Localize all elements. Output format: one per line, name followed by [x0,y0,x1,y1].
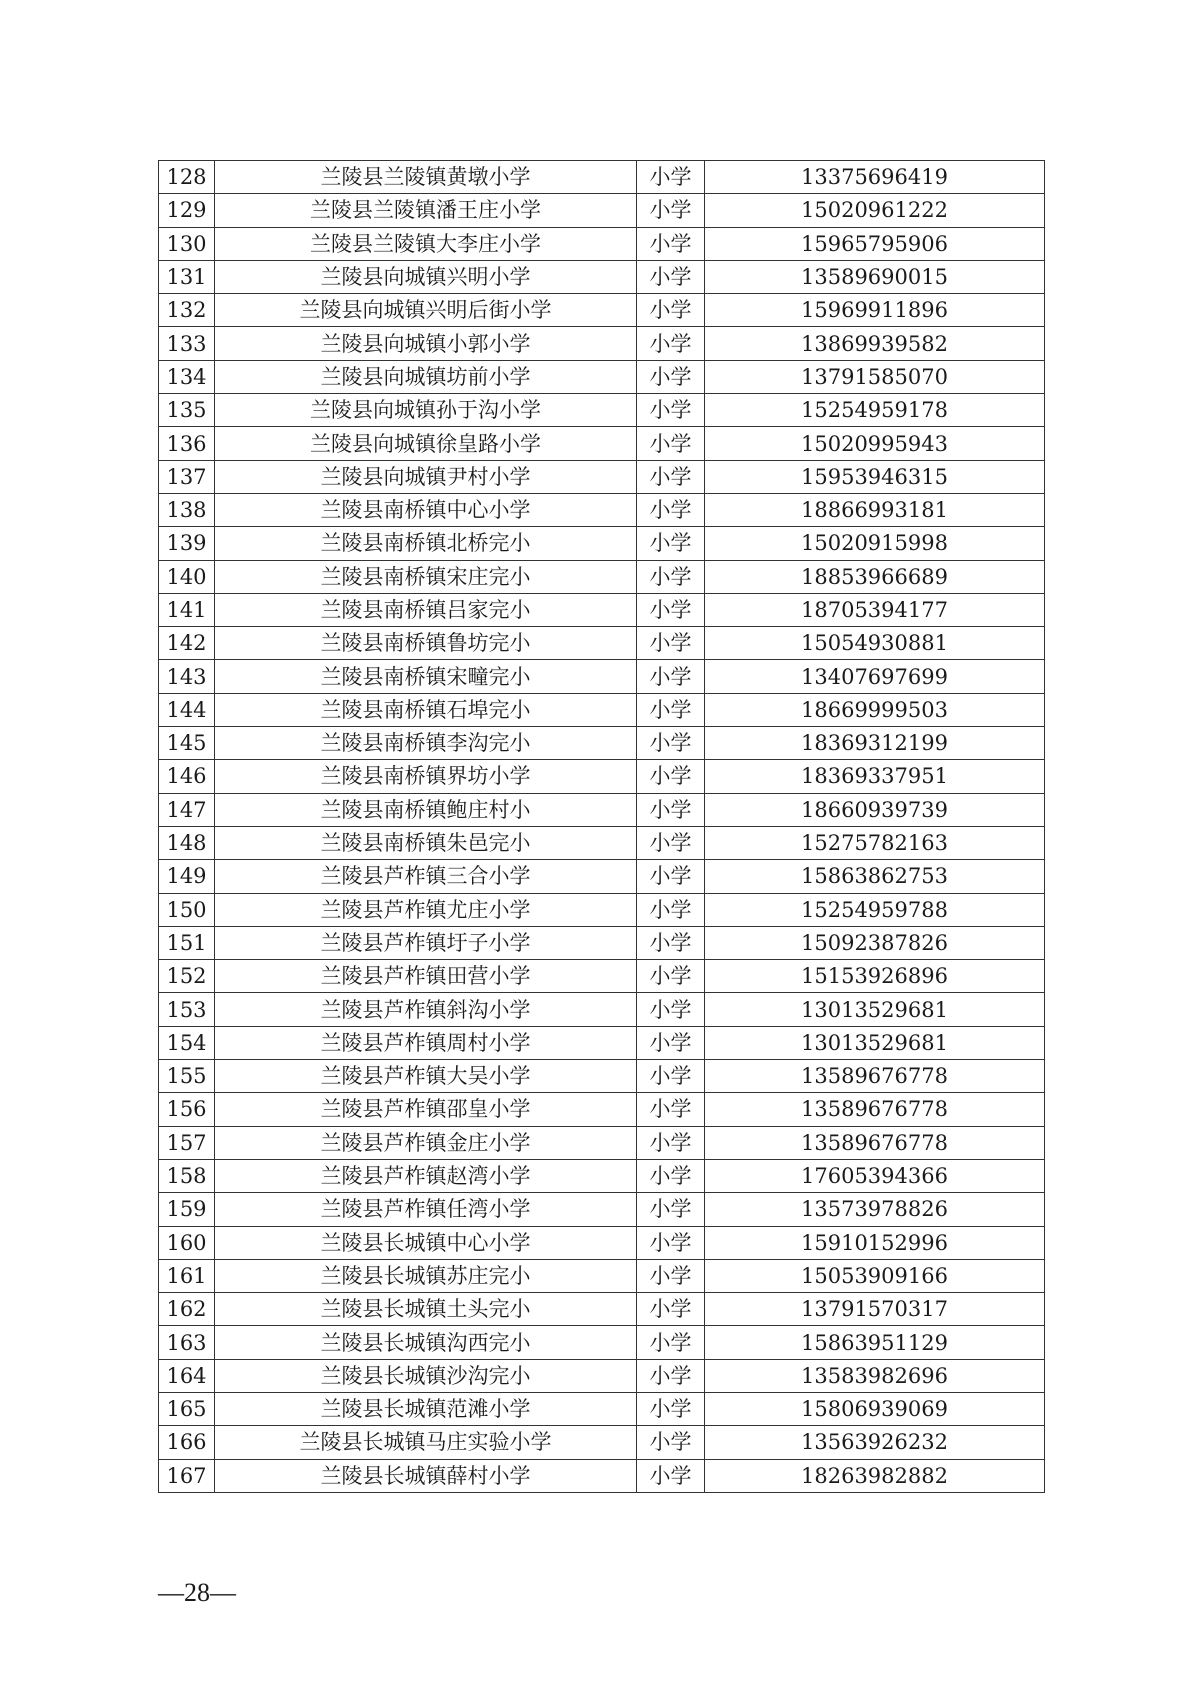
school-type-cell: 小学 [637,260,705,293]
row-number-cell: 164 [159,1359,215,1392]
table-row [159,1426,1045,1459]
school-type-cell: 小学 [637,1026,705,1059]
row-number-cell: 167 [159,1459,215,1492]
table-row [159,1259,1045,1292]
row-number-cell: 137 [159,460,215,493]
table-row [159,1392,1045,1425]
school-name-cell: 兰陵县芦柞镇尤庄小学 [215,893,637,926]
row-number-cell: 132 [159,294,215,327]
school-name-cell: 兰陵县长城镇苏庄完小 [215,1259,637,1292]
phone-number-cell: 15020961222 [705,194,1045,227]
table-row [159,1293,1045,1326]
table-row [159,960,1045,993]
school-type-cell: 小学 [637,194,705,227]
row-number-cell: 131 [159,260,215,293]
row-number-cell: 151 [159,926,215,959]
school-name-cell: 兰陵县向城镇小郭小学 [215,327,637,360]
school-type-cell: 小学 [637,1126,705,1159]
school-name-cell: 兰陵县兰陵镇大李庄小学 [215,227,637,260]
school-type-cell: 小学 [637,893,705,926]
phone-number-cell: 18263982882 [705,1459,1045,1492]
phone-number-cell: 15054930881 [705,627,1045,660]
school-name-cell: 兰陵县芦柞镇金庄小学 [215,1126,637,1159]
page-number: —28— [158,1578,236,1607]
school-name-cell: 兰陵县向城镇尹村小学 [215,460,637,493]
school-type-cell: 小学 [637,527,705,560]
school-name-cell: 兰陵县南桥镇宋庄完小 [215,560,637,593]
school-type-cell: 小学 [637,327,705,360]
phone-number-cell: 18853966689 [705,560,1045,593]
school-name-cell: 兰陵县芦柞镇周村小学 [215,1026,637,1059]
school-name-cell: 兰陵县芦柞镇任湾小学 [215,1193,637,1226]
phone-number-cell: 13791585070 [705,360,1045,393]
table-row [159,161,1045,194]
school-name-cell: 兰陵县芦柞镇赵湾小学 [215,1159,637,1192]
row-number-cell: 147 [159,793,215,826]
row-number-cell: 161 [159,1259,215,1292]
row-number-cell: 166 [159,1426,215,1459]
school-name-cell: 兰陵县向城镇徐皇路小学 [215,427,637,460]
school-type-cell: 小学 [637,727,705,760]
row-number-cell: 144 [159,693,215,726]
table-row [159,1093,1045,1126]
phone-number-cell: 17605394366 [705,1159,1045,1192]
school-type-cell: 小学 [637,993,705,1026]
school-type-cell: 小学 [637,360,705,393]
phone-number-cell: 18369337951 [705,760,1045,793]
row-number-cell: 158 [159,1159,215,1192]
school-name-cell: 兰陵县南桥镇朱邑完小 [215,826,637,859]
school-name-cell: 兰陵县向城镇兴明小学 [215,260,637,293]
table-row [159,926,1045,959]
row-number-cell: 157 [159,1126,215,1159]
table-row [159,826,1045,859]
phone-number-cell: 13589676778 [705,1126,1045,1159]
phone-number-cell: 13869939582 [705,327,1045,360]
table-row [159,693,1045,726]
phone-number-cell: 13407697699 [705,660,1045,693]
school-name-cell: 兰陵县南桥镇北桥完小 [215,527,637,560]
row-number-cell: 163 [159,1326,215,1359]
table-row [159,593,1045,626]
row-number-cell: 165 [159,1392,215,1425]
school-name-cell: 兰陵县芦柞镇邵皇小学 [215,1093,637,1126]
row-number-cell: 160 [159,1226,215,1259]
table-row [159,793,1045,826]
phone-number-cell: 15965795906 [705,227,1045,260]
school-type-cell: 小学 [637,460,705,493]
row-number-cell: 136 [159,427,215,460]
table-row [159,360,1045,393]
phone-number-cell: 18660939739 [705,793,1045,826]
school-type-cell: 小学 [637,1060,705,1093]
school-type-cell: 小学 [637,627,705,660]
school-name-cell: 兰陵县长城镇马庄实验小学 [215,1426,637,1459]
school-type-cell: 小学 [637,1159,705,1192]
phone-number-cell: 13013529681 [705,1026,1045,1059]
table-row [159,760,1045,793]
table-row [159,1326,1045,1359]
school-name-cell: 兰陵县南桥镇界坊小学 [215,760,637,793]
table-row [159,1026,1045,1059]
school-type-cell: 小学 [637,826,705,859]
phone-number-cell: 13375696419 [705,161,1045,194]
school-name-cell: 兰陵县芦柞镇斜沟小学 [215,993,637,1026]
table-row [159,394,1045,427]
table-row [159,527,1045,560]
table-row [159,660,1045,693]
row-number-cell: 141 [159,593,215,626]
school-contact-table [158,160,1045,1493]
school-type-cell: 小学 [637,1259,705,1292]
phone-number-cell: 15863862753 [705,860,1045,893]
school-name-cell: 兰陵县长城镇土头完小 [215,1293,637,1326]
row-number-cell: 130 [159,227,215,260]
phone-number-cell: 15254959178 [705,394,1045,427]
table-row [159,1060,1045,1093]
school-type-cell: 小学 [637,1193,705,1226]
row-number-cell: 153 [159,993,215,1026]
school-type-cell: 小学 [637,760,705,793]
table-row [159,993,1045,1026]
phone-number-cell: 18669999503 [705,693,1045,726]
phone-number-cell: 18705394177 [705,593,1045,626]
school-name-cell: 兰陵县长城镇沙沟完小 [215,1359,637,1392]
phone-number-cell: 18866993181 [705,493,1045,526]
table-row [159,1126,1045,1159]
phone-number-cell: 15953946315 [705,460,1045,493]
row-number-cell: 152 [159,960,215,993]
school-name-cell: 兰陵县南桥镇中心小学 [215,493,637,526]
table-row [159,627,1045,660]
school-type-cell: 小学 [637,926,705,959]
school-type-cell: 小学 [637,693,705,726]
row-number-cell: 154 [159,1026,215,1059]
table-row [159,427,1045,460]
phone-number-cell: 13589676778 [705,1060,1045,1093]
table-row [159,893,1045,926]
school-type-cell: 小学 [637,1359,705,1392]
row-number-cell: 150 [159,893,215,926]
row-number-cell: 155 [159,1060,215,1093]
school-type-cell: 小学 [637,660,705,693]
phone-number-cell: 13589690015 [705,260,1045,293]
row-number-cell: 146 [159,760,215,793]
row-number-cell: 142 [159,627,215,660]
row-number-cell: 128 [159,161,215,194]
school-name-cell: 兰陵县南桥镇鲁坊完小 [215,627,637,660]
school-name-cell: 兰陵县向城镇孙于沟小学 [215,394,637,427]
table-row [159,727,1045,760]
school-name-cell: 兰陵县兰陵镇潘王庄小学 [215,194,637,227]
school-name-cell: 兰陵县芦柞镇田营小学 [215,960,637,993]
table-row [159,294,1045,327]
table-row [159,1459,1045,1492]
table-row [159,493,1045,526]
row-number-cell: 129 [159,194,215,227]
school-type-cell: 小学 [637,560,705,593]
phone-number-cell: 13563926232 [705,1426,1045,1459]
school-name-cell: 兰陵县南桥镇石埠完小 [215,693,637,726]
table-row [159,327,1045,360]
phone-number-cell: 15275782163 [705,826,1045,859]
school-name-cell: 兰陵县南桥镇吕家完小 [215,593,637,626]
phone-number-cell: 15969911896 [705,294,1045,327]
school-type-cell: 小学 [637,1392,705,1425]
table-row [159,260,1045,293]
school-type-cell: 小学 [637,1459,705,1492]
table-row [159,194,1045,227]
school-type-cell: 小学 [637,1426,705,1459]
phone-number-cell: 13583982696 [705,1359,1045,1392]
phone-number-cell: 15153926896 [705,960,1045,993]
phone-number-cell: 15053909166 [705,1259,1045,1292]
phone-number-cell: 15863951129 [705,1326,1045,1359]
table-body [159,161,1045,1493]
row-number-cell: 162 [159,1293,215,1326]
phone-number-cell: 15910152996 [705,1226,1045,1259]
school-name-cell: 兰陵县长城镇范滩小学 [215,1392,637,1425]
school-type-cell: 小学 [637,793,705,826]
table-row [159,560,1045,593]
table-row [159,460,1045,493]
school-name-cell: 兰陵县长城镇中心小学 [215,1226,637,1259]
row-number-cell: 140 [159,560,215,593]
school-type-cell: 小学 [637,960,705,993]
row-number-cell: 133 [159,327,215,360]
table-row [159,227,1045,260]
school-name-cell: 兰陵县兰陵镇黄墩小学 [215,161,637,194]
school-type-cell: 小学 [637,427,705,460]
school-name-cell: 兰陵县南桥镇李沟完小 [215,727,637,760]
row-number-cell: 148 [159,826,215,859]
school-type-cell: 小学 [637,161,705,194]
school-type-cell: 小学 [637,294,705,327]
row-number-cell: 138 [159,493,215,526]
row-number-cell: 134 [159,360,215,393]
row-number-cell: 149 [159,860,215,893]
school-type-cell: 小学 [637,1326,705,1359]
phone-number-cell: 13573978826 [705,1193,1045,1226]
table-row [159,1159,1045,1192]
school-type-cell: 小学 [637,860,705,893]
row-number-cell: 156 [159,1093,215,1126]
school-name-cell: 兰陵县长城镇沟西完小 [215,1326,637,1359]
row-number-cell: 139 [159,527,215,560]
table-row [159,860,1045,893]
school-type-cell: 小学 [637,1293,705,1326]
school-name-cell: 兰陵县长城镇薛村小学 [215,1459,637,1492]
phone-number-cell: 15254959788 [705,893,1045,926]
school-type-cell: 小学 [637,394,705,427]
table-row [159,1193,1045,1226]
phone-number-cell: 18369312199 [705,727,1045,760]
row-number-cell: 145 [159,727,215,760]
school-name-cell: 兰陵县芦柞镇三合小学 [215,860,637,893]
school-name-cell: 兰陵县南桥镇宋疃完小 [215,660,637,693]
phone-number-cell: 13013529681 [705,993,1045,1026]
school-name-cell: 兰陵县南桥镇鲍庄村小 [215,793,637,826]
phone-number-cell: 15092387826 [705,926,1045,959]
row-number-cell: 135 [159,394,215,427]
school-type-cell: 小学 [637,1226,705,1259]
phone-number-cell: 15806939069 [705,1392,1045,1425]
phone-number-cell: 15020915998 [705,527,1045,560]
school-type-cell: 小学 [637,1093,705,1126]
school-type-cell: 小学 [637,493,705,526]
school-name-cell: 兰陵县芦柞镇圩子小学 [215,926,637,959]
table-row [159,1226,1045,1259]
school-name-cell: 兰陵县向城镇兴明后街小学 [215,294,637,327]
phone-number-cell: 13791570317 [705,1293,1045,1326]
school-name-cell: 兰陵县向城镇坊前小学 [215,360,637,393]
phone-number-cell: 15020995943 [705,427,1045,460]
phone-number-cell: 13589676778 [705,1093,1045,1126]
row-number-cell: 159 [159,1193,215,1226]
school-name-cell: 兰陵县芦柞镇大吴小学 [215,1060,637,1093]
school-type-cell: 小学 [637,227,705,260]
table-row [159,1359,1045,1392]
school-type-cell: 小学 [637,593,705,626]
row-number-cell: 143 [159,660,215,693]
